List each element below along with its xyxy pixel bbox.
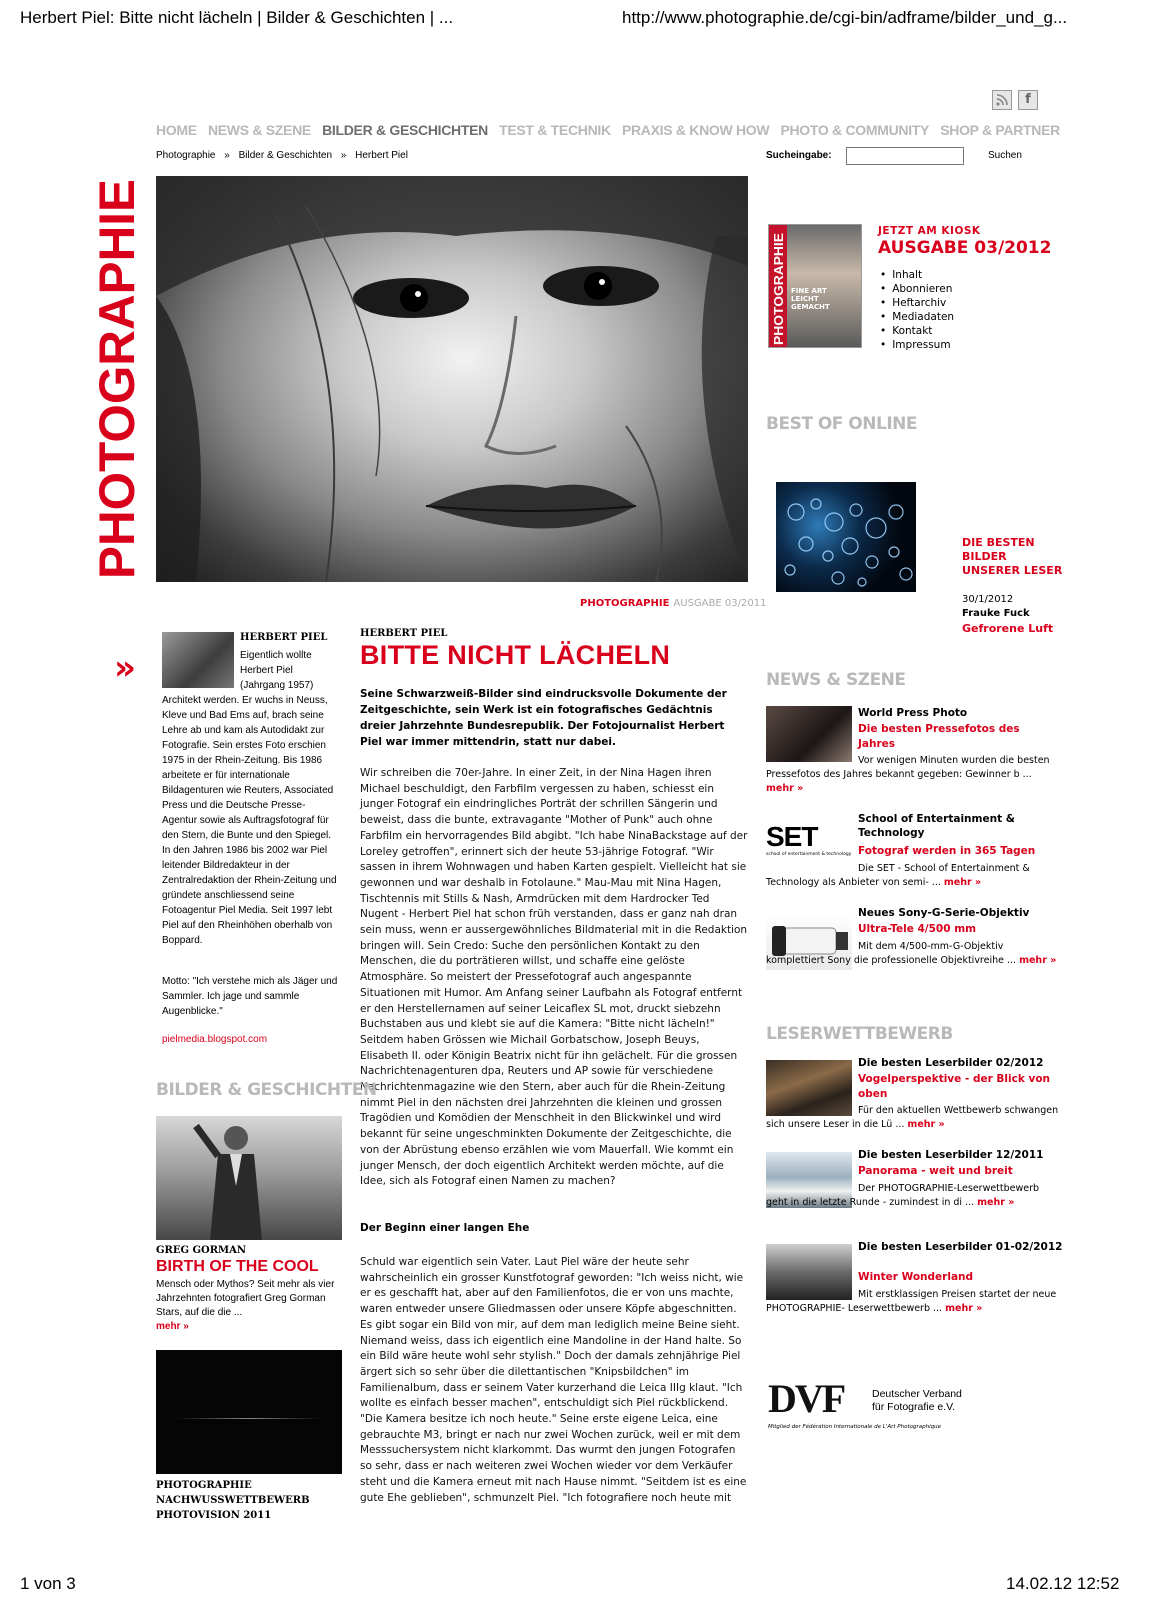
- article-subheading: Der Beginn einer langen Ehe: [360, 1222, 530, 1234]
- news-teaser-text: Die SET - School of Entertainment & Technology als Anbieter von semi- ...: [766, 863, 1030, 888]
- author-bio: [162, 648, 338, 948]
- nav-shop-partner[interactable]: SHOP & PARTNER: [940, 122, 1060, 138]
- facebook-glyph: f: [1025, 92, 1031, 107]
- hero-credit: [580, 598, 766, 609]
- cover-headline-line: LEICHT: [791, 295, 819, 303]
- section-title-leserwettbewerb: LESERWETTBEWERB: [766, 1024, 953, 1044]
- kiosk-link-heftarchiv[interactable]: • Heftarchiv: [880, 296, 954, 310]
- best-readers-author: Frauke Fuck: [962, 608, 1030, 619]
- best-readers-work-title[interactable]: Gefrorene Luft: [962, 622, 1054, 635]
- best-readers-line: UNSERER LESER: [962, 564, 1063, 577]
- print-datetime: 14.02.12 12:52: [1006, 1574, 1120, 1593]
- gorman-text: Mensch oder Mythos? Seit mehr als vier Jahrzehnten fotografiert Greg Gorman Stars, auf die die ...: [156, 1279, 335, 1318]
- news-teaser: [766, 754, 1062, 796]
- nav-test-technik[interactable]: TEST & TECHNIK: [499, 122, 611, 138]
- search-label: Sucheingabe:: [766, 150, 832, 161]
- cover-logo-text: PHOTOGRAPHIE: [771, 239, 786, 345]
- dvf-tagline: Mitglied der Fédération Internationale de L'Art Photographique: [768, 1424, 941, 1430]
- breadcrumb-home[interactable]: Photographie: [156, 150, 216, 161]
- kiosk-links: [880, 268, 954, 352]
- hero-credit-issue: AUSGABE 03/2011: [673, 598, 767, 609]
- photovision-caption-line: PHOTOVISION 2011: [156, 1510, 272, 1521]
- cover-headline-line: FINE ART: [791, 287, 827, 295]
- set-logo-text: SET: [766, 821, 818, 852]
- news-subheadline-link[interactable]: Ultra-Tele 4/500 mm: [858, 923, 977, 935]
- search-input[interactable]: [846, 147, 964, 165]
- print-page-url: http://www.photographie.de/cgi-bin/adframe/bilder_und_g...: [622, 8, 1068, 27]
- author-motto: Motto: "Ich verstehe mich als Jäger und Sammler. Ich jage und sammle Augenblicke.": [162, 976, 338, 1017]
- gorman-figure-illustration: [156, 1116, 342, 1240]
- cover-logo: [769, 225, 787, 349]
- nav-photo-community[interactable]: PHOTO & COMMUNITY: [780, 122, 930, 138]
- news-teaser-text: Mit dem 4/500-mm-G-Objektiv komplettiert Sony die professionelle Objektivreihe ...: [766, 941, 1017, 966]
- bubbles-illustration: [776, 482, 916, 592]
- nav-bilder-geschichten[interactable]: BILDER & GESCHICHTEN: [322, 122, 488, 138]
- gorman-teaser-text: [156, 1278, 336, 1334]
- frozen-air-bubbles-image[interactable]: [776, 482, 916, 592]
- portrait-illustration: [156, 176, 748, 582]
- dvf-logo[interactable]: [768, 1378, 978, 1436]
- photovision-caption: [156, 1478, 310, 1523]
- contest-more-link[interactable]: mehr »: [945, 1303, 983, 1314]
- double-chevron-icon: »: [114, 648, 130, 688]
- best-readers-feature[interactable]: [962, 536, 1062, 578]
- search-button[interactable]: Suchen: [988, 150, 1022, 161]
- contest-teaser-text: Der PHOTOGRAPHIE-Leserwettbewerb geht in die letzte Runde - zumindest in di ...: [766, 1183, 1040, 1208]
- logo-text: PHOTOGRAPHIE: [89, 174, 145, 579]
- greg-gorman-teaser-image[interactable]: [156, 1116, 342, 1240]
- article-lead: Seine Schwarzweiß-Bilder sind eindrucksvolle Dokumente der Zeitgeschichte, sein Werk ist ein fotografisches Gedächtnis dreier Jahrzehnte Bundesrepublik. Der Fotojournalist Herbert Piel war immer mittendrin, statt nur dabei.: [360, 688, 727, 748]
- kiosk-link-kontakt[interactable]: • Kontakt: [880, 324, 954, 338]
- contest-teaser: [766, 1288, 1062, 1316]
- dvf-name-line: für Fotografie e.V.: [872, 1401, 956, 1413]
- dvf-letters: DVF: [768, 1376, 845, 1421]
- cover-headline-line: GEMACHT: [791, 303, 830, 311]
- cover-headline: [791, 287, 830, 311]
- section-title-news-szene: NEWS & SZENE: [766, 670, 906, 690]
- news-headline: Neues Sony-G-Serie-Objektiv: [858, 907, 1030, 919]
- breadcrumb-current: Herbert Piel: [355, 150, 408, 161]
- contest-teaser: [766, 1104, 1062, 1132]
- contest-teaser: [766, 1182, 1062, 1210]
- breadcrumb: [156, 150, 414, 161]
- author-blog-link[interactable]: pielmedia.blogspot.com: [162, 1034, 268, 1045]
- article-body-continued: Schuld war eigentlich sein Vater. Laut Piel wäre der heute sehr wahrscheinlich ein grosser Kunstfotograf geworden: "Ich weiss nicht, wie er es geschafft hat, aber auf den Familienfotos, die er von uns machte, waren entweder unsere Gliedmassen oder unsere Köpfe abgeschnitten. Es gibt sogar ein Bild von mir, auf dem man lediglich meine Beine sieht. Niemand weiss, dass ich eigentlich eine Mandoline in der Hand halte. So ein Bild wäre heute wohl sehr stylish." Doch der damals zehnjährige Piel ärgert sich so sehr über die dilettantischen "Knipsbildchen" im Familienalbum, dass er seinem Vater kurzerhand die Leica IIIg klaut. "Ich wollte es einfach besser machen", entschuldigt sich Piel rückblickend. "Die Kamera besitze ich noch heute." Seine erste eigene Leica, eine gebrauchte M3, bringt er nach nur zwei Wochen zurück, weil er mit dem Messsuchersystem nicht klarkommt. Das wurmt den jungen Fotografen so sehr, dass er nach weiteren zwei Wochen wieder vor dem Verkäufer steht und die Kamera erneut mit nach Hause nimmt. "Seitdem ist es eine gute Ehe geblieben", schmunzelt Piel. "Ich fotografiere noch heute mit: [360, 1256, 747, 1504]
- photographie-logo[interactable]: [89, 174, 145, 582]
- hero-portrait-image: [156, 176, 748, 582]
- nav-news-szene[interactable]: NEWS & SZENE: [207, 122, 311, 138]
- dvf-name-line: Deutscher Verband: [872, 1388, 962, 1400]
- news-teaser: [766, 862, 1062, 890]
- breadcrumb-separator: »: [340, 150, 347, 161]
- best-readers-date: 30/1/2012: [962, 594, 1014, 605]
- magazine-cover-image[interactable]: [768, 224, 862, 348]
- contest-subheadline-link[interactable]: Winter Wonderland: [858, 1271, 974, 1283]
- kiosk-link-inhalt[interactable]: • Inhalt: [880, 268, 954, 282]
- breadcrumb-section[interactable]: Bilder & Geschichten: [238, 150, 333, 161]
- main-navigation: [156, 122, 1060, 142]
- gorman-more-link[interactable]: mehr »: [156, 1321, 189, 1332]
- news-more-link[interactable]: mehr »: [943, 877, 982, 888]
- contest-headline: Die besten Leserbilder 12/2011: [858, 1149, 1044, 1161]
- contest-headline: Die besten Leserbilder 01-02/2012: [858, 1241, 1063, 1253]
- author-bio-first: Eigentlich wollte Herbert Piel (Jahrgang 1957): [240, 650, 314, 691]
- best-readers-line: DIE BESTEN: [962, 536, 1035, 549]
- kiosk-link-impressum[interactable]: • Impressum: [880, 338, 954, 352]
- rss-icon-glyph: [993, 91, 1011, 109]
- print-page-title: Herbert Piel: Bitte nicht lächeln | Bilder & Geschichten | ...: [20, 8, 454, 27]
- kiosk-issue-title[interactable]: AUSGABE 03/2012: [878, 238, 1052, 258]
- news-headline: School of Entertainment & Technology: [858, 813, 1015, 839]
- photovision-caption-line: PHOTOGRAPHIE: [156, 1480, 252, 1491]
- kiosk-link-mediadaten[interactable]: • Mediadaten: [880, 310, 954, 324]
- nav-home[interactable]: HOME: [156, 122, 197, 138]
- contest-teaser-text: Für den aktuellen Wettbewerb schwangen sich unsere Leser in die Lü ...: [766, 1105, 1059, 1130]
- news-more-link[interactable]: mehr »: [1019, 955, 1057, 966]
- article-kicker: HERBERT PIEL: [360, 628, 448, 639]
- news-teaser-text: Vor wenigen Minuten wurden die besten Pressefotos des Jahres bekannt gegeben: Gewinner b ...: [766, 755, 1050, 780]
- kiosk-link-abonnieren[interactable]: • Abonnieren: [880, 282, 954, 296]
- contest-headline: Die besten Leserbilder 02/2012: [858, 1057, 1044, 1069]
- news-teaser: [766, 940, 1062, 968]
- news-subheadline-link[interactable]: Fotograf werden in 365 Tagen: [858, 845, 1036, 857]
- photovision-teaser-image[interactable]: [156, 1350, 342, 1474]
- contest-more-link[interactable]: mehr »: [977, 1197, 1015, 1208]
- contest-subheadline-link[interactable]: Panorama - weit und breit: [858, 1165, 1013, 1177]
- news-headline: World Press Photo: [858, 707, 968, 719]
- set-logo-caption: school of entertainment & technology: [766, 852, 852, 857]
- author-bio-rest: Architekt werden. Er wuchs in Neuss, Kleve und Bad Ems auf, brach seine Lehre ab und kam als Autodidakt zur Fotografie. Sein erstes Foto erschien 1975 in der Rhein-Zeitung. Bis 1986 arbeitete er für internationale Bildagenturen wie Reuters, Associated Press und die Deutsche Presse-Agentur sowie als Auftragsfotograf für den Stern, die Bunte und den Spiegel. In den Jahren 1986 bis 2002 war Piel leitender Bildredakteur in der Zentralredaktion der Rhein-Zeitung und gründete anschliessend seine Fotoagentur Piel Media. Seit 1997 lebt Piel auf den Rheinhöhen oberhalb von Boppard.: [162, 695, 337, 946]
- best-readers-line: BILDER: [962, 550, 1007, 563]
- photovision-caption-line: NACHWUSSWETTBEWERB: [156, 1495, 310, 1506]
- news-more-link[interactable]: mehr »: [766, 783, 804, 794]
- hero-credit-brand: PHOTOGRAPHIE: [580, 598, 670, 609]
- facebook-icon[interactable]: [1018, 90, 1038, 110]
- section-title-best-of-online: BEST OF ONLINE: [766, 414, 917, 434]
- contest-teaser-text: Mit erstklassigen Preisen startet der neue PHOTOGRAPHIE- Leserwettbewerb ...: [766, 1289, 1057, 1314]
- breadcrumb-separator: »: [224, 150, 230, 161]
- gorman-title[interactable]: BIRTH OF THE COOL: [156, 1258, 319, 1275]
- author-name: HERBERT PIEL: [240, 632, 328, 643]
- nav-praxis-know-how[interactable]: PRAXIS & KNOW HOW: [621, 122, 770, 138]
- print-page-number: 1 von 3: [20, 1574, 76, 1593]
- dvf-name: [872, 1388, 962, 1414]
- contest-more-link[interactable]: mehr »: [907, 1119, 945, 1130]
- news-subheadline-link[interactable]: Die besten Pressefotos des Jahres: [858, 723, 1020, 750]
- section-title-bilder-geschichten: BILDER & GESCHICHTEN: [156, 1080, 377, 1100]
- article-body: Wir schreiben die 70er-Jahre. In einer Zeit, in der Nina Hagen ihren Michael beschuldigt, den Farbfilm vergessen zu haben, schiesst ein junger Fotograf ein eindringliches Porträt der schrillen Sängerin und beweist, dass die bunte, extravagante "Mother of Punk" auch ohne Farbfilm ein hervorragendes Bild abgibt. "Ich habe NinaBackstage auf der Loreley getroffen", erinnert sich der heute 53-jährige Fotograf. "Wir sassen in ihrem Wohnwagen und haben Karten gespielt. Vielleicht hat sie gewonnen und war deshalb in Fotolaune." Mau-Mau mit Nina Hagen, Tischtennis mit Stills & Nash, Armdrücken mit dem Hardrocker Ted Nugent - Herbert Piel hat schon früh verstanden, dass er ganz nah dran sein muss, wenn er aussergewöhnliches Bildmaterial mit in die Redaktion bringen will. Sein Credo: Suche den persönlichen Kontakt zu den Menschen, die du porträtieren willst, und schaffe eine gelöste Atmosphäre. So meistert der Pressefotograf auch angespannte Situationen mit Humor. Am Anfang seiner Laufbahn als Fotograf entfernt er den Herstellernamen auf seiner Leicaflex SL mot, druckt siebzehn Buchstaben aus und klebt sie auf die Kamera: "Bitte nicht lächeln!" Seitdem haben Grössen wie Michail Gorbatschow, Joseph Beuys, Elisabeth II. oder Königin Beatrix nicht für ihn gelächelt. Für die grossen Nachrichtenagenturen dpa, Reuters und AP sowie für verschiedene Nachrichtenmagazine wie den Stern, aber auch für die Rhein-Zeitung nimmt Piel in den nächsten drei Jahrzehnten die kleinen und grossen Tragödien und Komödien der Menschheit in den Blickwinkel und wird bekannt für seine ungeschminkten Dokumente der Zeitgeschichte, die von der Abrüstung ebenso erzählen wie vom Mauerfall. Wie kommt ein junger Mensch, der doch eigentlich Architekt werden möchte, auf die Idee, sich als Fotograf einen Namen zu machen?: [360, 767, 748, 1188]
- gorman-kicker: GREG GORMAN: [156, 1245, 247, 1256]
- contest-subheadline-link[interactable]: Vogelperspektive - der Blick von oben: [858, 1073, 1051, 1100]
- article-title: BITTE NICHT LÄCHELN: [360, 640, 671, 670]
- kiosk-kicker: JETZT AM KIOSK: [878, 225, 981, 237]
- rss-icon[interactable]: [992, 90, 1012, 110]
